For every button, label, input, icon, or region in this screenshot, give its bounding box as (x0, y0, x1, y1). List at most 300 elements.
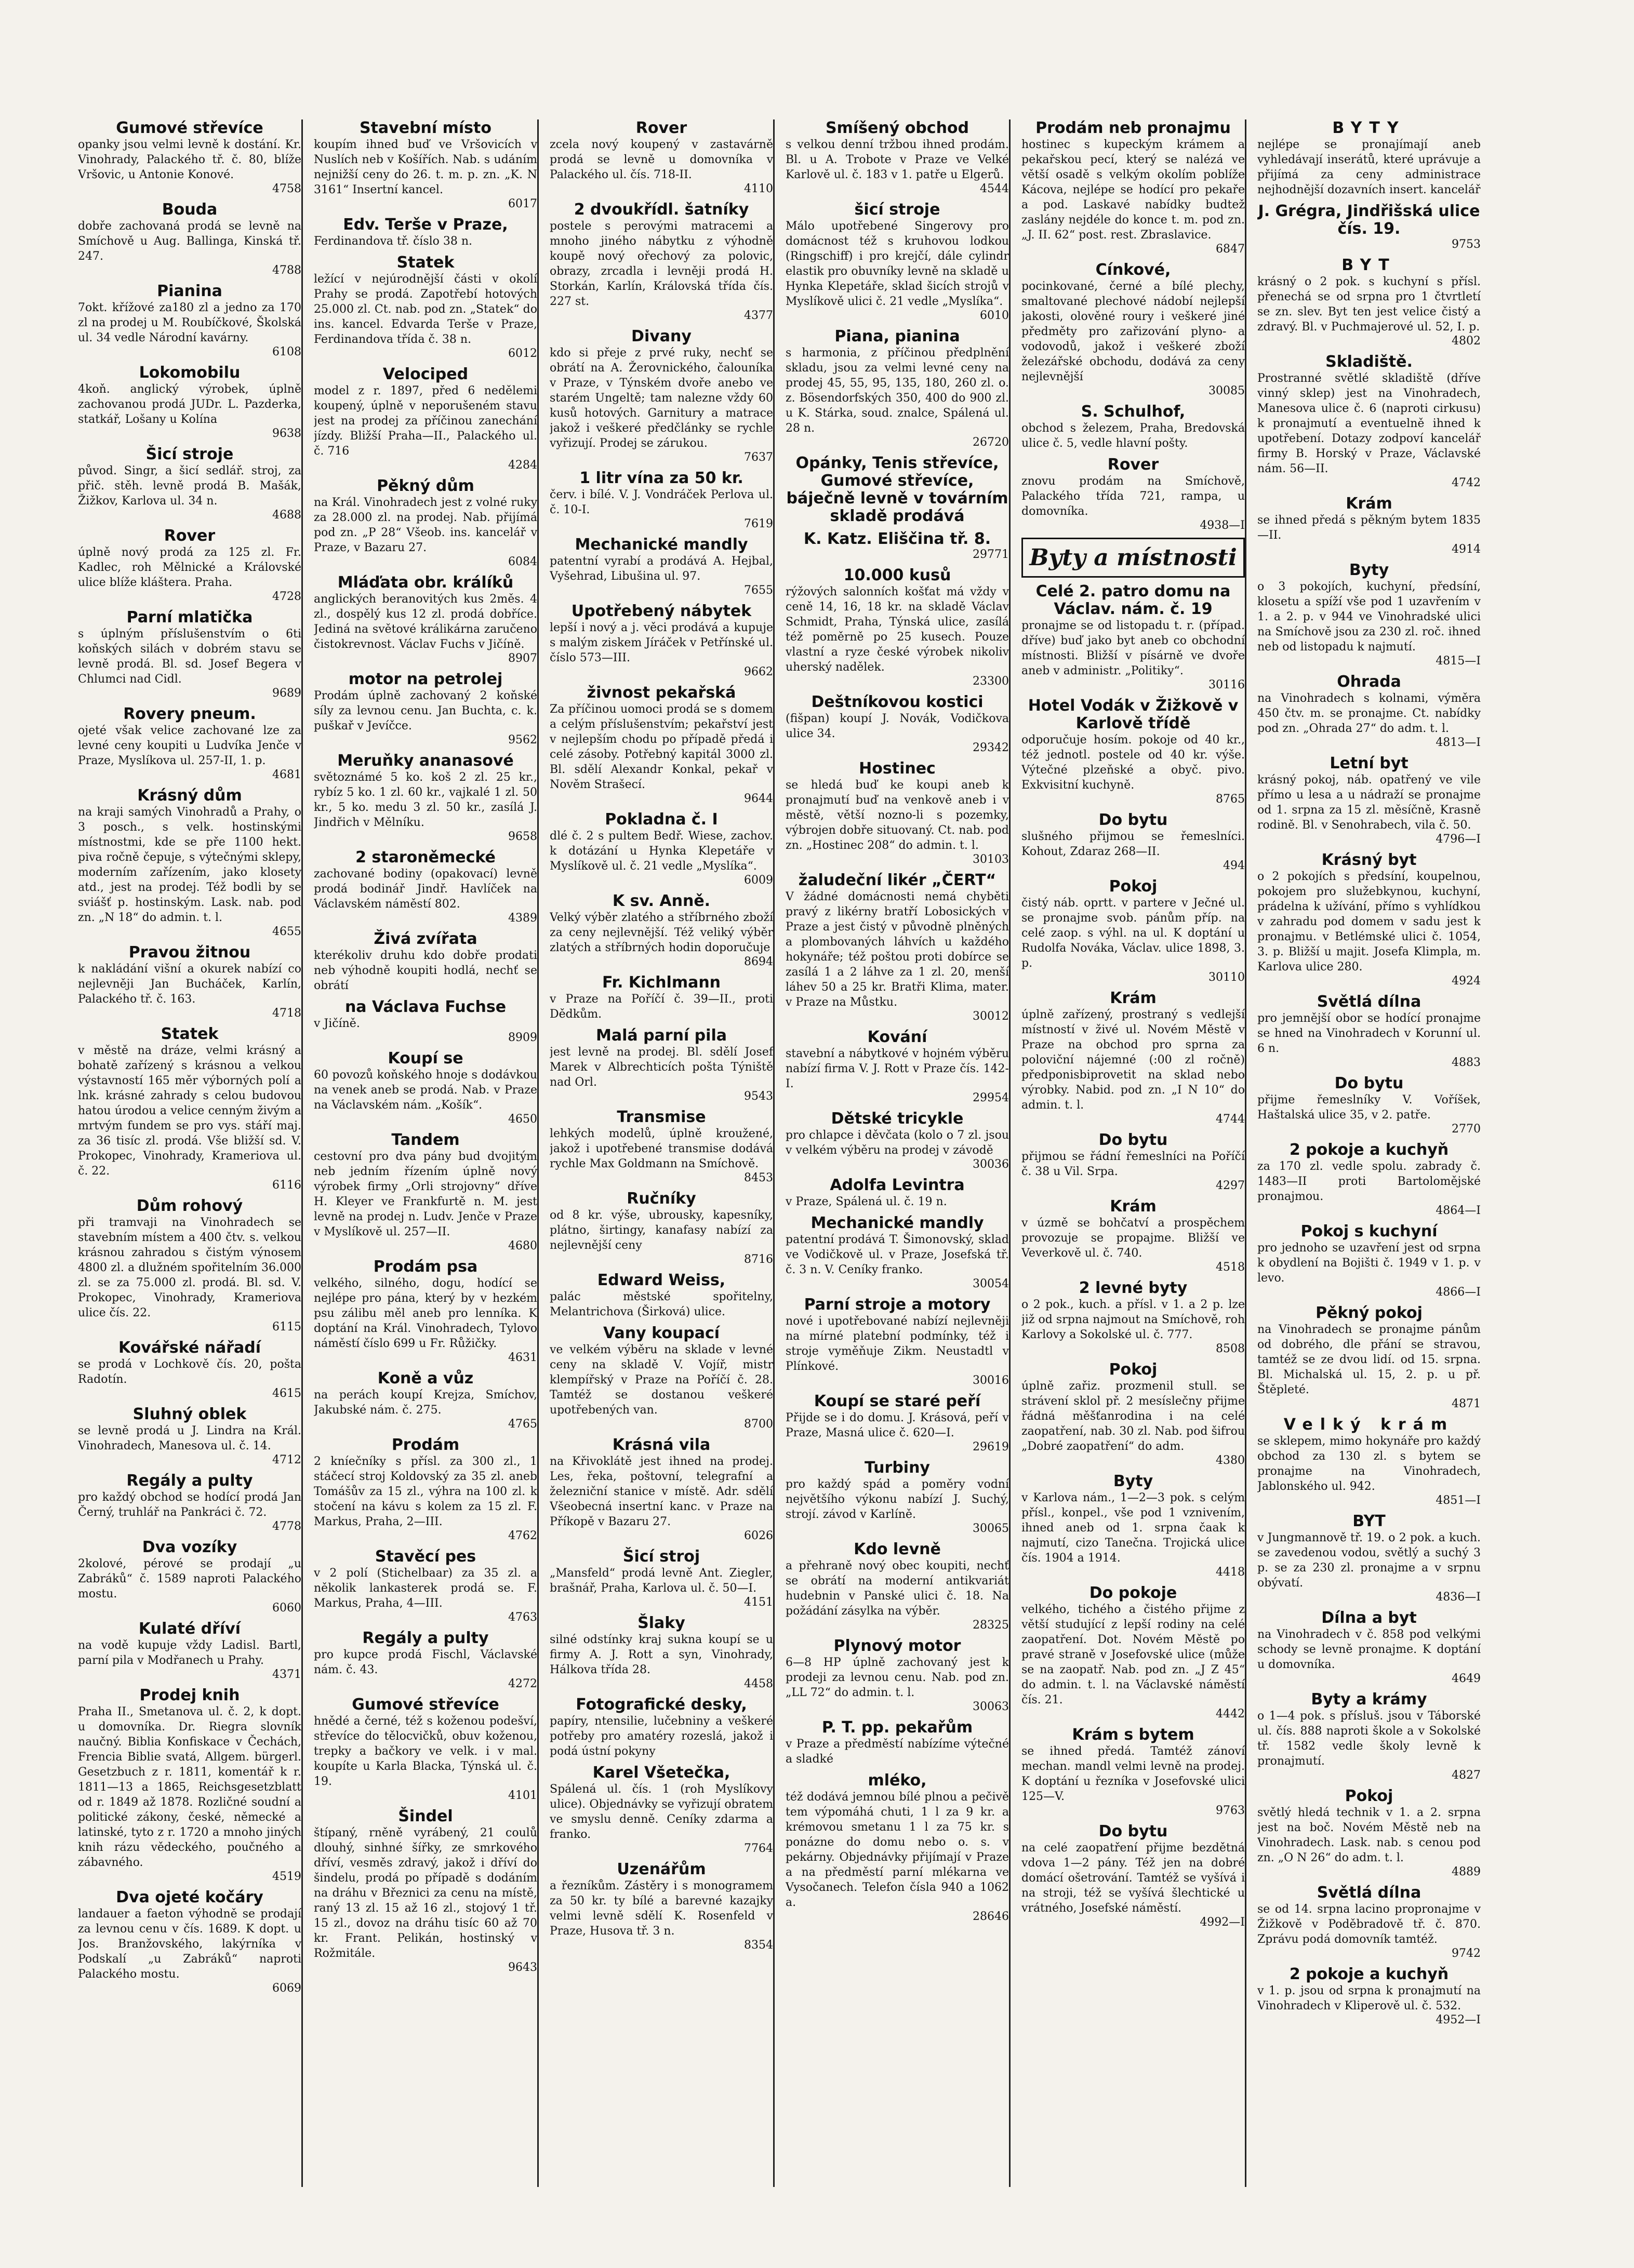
ad-title: Ohrada (1337, 673, 1401, 691)
ad-number: 4377 (744, 309, 773, 322)
ad-number: 30054 (973, 1277, 1009, 1290)
ad-number: 4418 (1216, 1566, 1245, 1579)
ad-title: Turbiny (865, 1459, 930, 1477)
ad-title: Stavební místo (359, 119, 491, 137)
ad-text: též dodává jemnou bílé plnou a pečivě tem výpomáhá chuti, 1 l za 9 kr. a krémovou smetanu 1 l za 75 kr. s ponázne do domu nebo o. s. v pekárny. Objednávky přijímají v Praze a na předměstí parní mlékarna ve Vysočanech. Telefon čísla 940 a 1062 a. (786, 1791, 1009, 1909)
ad-text: zcela nový koupený v zastavárně prodá se levně u domovníka v Palackého ul. čís. 718-II. (550, 138, 773, 181)
classified-ad (550, 1764, 773, 1856)
classified-ad (786, 1110, 1009, 1171)
ad-title: Divany (631, 327, 692, 345)
ad-text: kterékoliv druhu kdo dobře prodati neb výhodně koupiti hodlá, nechť se obrátí (314, 949, 537, 992)
classified-ad (786, 1541, 1009, 1632)
ad-title: 1 litr vína za 50 kr. (579, 469, 743, 487)
ad-title: Hotel Vodák v Žižkově v Karlově třídě (1028, 697, 1239, 732)
ad-text: v Jičíně. (314, 1017, 360, 1030)
ad-title: 2 dvoukřídl. šatníky (574, 201, 749, 219)
ad-number: 4796—I (1436, 833, 1481, 846)
ad-title: Byty (1349, 561, 1389, 579)
ad-text: znovu prodám na Smíchově, Palackého třída 721, rampa, u domovníka. (1021, 475, 1245, 518)
ad-number: 4518 (1216, 1261, 1245, 1274)
ad-title: Rovery pneum. (123, 705, 256, 723)
ad-text: „Mansfeld“ prodá levně Ant. Ziegler, brašnář, Praha, Karlova ul. č. 50—I. (550, 1567, 773, 1595)
classified-ad (550, 536, 773, 597)
ad-title: Pokoj (1345, 1787, 1393, 1805)
ad-title: Uzenářům (617, 1860, 706, 1878)
ad-title: Krásný byt (1321, 851, 1417, 869)
classified-ad (314, 1370, 537, 1431)
ad-text: pocinkované, černé a bílé plechy, smaltované plechové nádobí nejlepší jakosti, olověné roury i veškeré jiné předměty pro zařizování plyno- a vodovodů, jakož i veškeré zboží železářské obchodu, dodává za ceny nejlevnější (1021, 280, 1245, 383)
ad-title: Prodám (391, 1436, 460, 1454)
ad-text: patentní prodává T. Šimonovský, sklad ve Vodičkově ul. v Praze, Josefská tř. č. 3 n. V. Ceníky franko. (786, 1233, 1009, 1276)
ad-number: 30065 (973, 1522, 1009, 1535)
ad-title: 2 staroněmecké (355, 848, 496, 866)
ad-text: velkého, tichého a čistého přijme z větší studující z lepší rodiny na celé zaopatření. Dot. Novém Městě po pravé straně v Josefovské ulice (může se na zaopatř. Nab. pod zn. „J Z 45“ do admin. t. l. na Václavské náměstí čís. 21. (1021, 1603, 1245, 1706)
ad-title: Krám (1346, 495, 1392, 513)
classified-ad (550, 1548, 773, 1609)
ad-text: na kraji samých Vinohradů a Prahy, o 3 posch., s velk. hostinskými místnostmi, kde se pře 1100 hekt. piva ročně čepuje, s výtečnými sklepy, moderním zařízením, jako klosety atd., jest na prodej. Též bodli by se sviášť p. hostinským. Lask. nab. pod zn. „N 18“ do admin. t. l. (78, 806, 301, 924)
classified-ad (786, 201, 1009, 323)
classified-ad (786, 530, 1009, 562)
ad-title: Do bytu (1098, 811, 1168, 829)
ad-title: Pěkný dům (377, 477, 474, 495)
ad-text: k nakládání višní a okurek nabízí co nejlevněji Jan Bucháček, Karlín, Palackého tř. č. 163. (78, 963, 301, 1006)
classified-ad (314, 849, 537, 925)
ad-text: s velkou denní tržbou ihned prodám. Bl. u A. Trobote v Praze ve Velké Karlově ul. č. 183 v 1. patře u Elgerů. (786, 138, 1009, 181)
ad-title: Cínkové, (1095, 261, 1171, 279)
ad-title: Fotografické desky, (576, 1696, 747, 1714)
classified-ad (1021, 990, 1245, 1126)
ad-number: 29954 (973, 1091, 1009, 1104)
ad-text: 2kolové, pérové se prodají „u Zabráků“ č. 1589 naproti Palackého mostu. (78, 1557, 301, 1600)
classified-ad (78, 1539, 301, 1615)
classified-ad (550, 1861, 773, 1952)
ad-title: Pianina (157, 282, 222, 300)
ad-text: o 1—4 pok. s přísluš. jsou v Táborské ul. čís. 888 naproti škole a v Sokolské tř. 1582 vedle školy levně k pronajmutí. (1257, 1710, 1481, 1768)
ad-title: Dva ojeté kočáry (116, 1888, 263, 1906)
ad-title: Do pokoje (1089, 1584, 1177, 1602)
newspaper-page (78, 119, 1481, 2187)
ad-number: 4762 (508, 1529, 537, 1542)
classified-ad (1021, 878, 1245, 984)
ad-title: Dílna a byt (1321, 1609, 1417, 1627)
ad-title: BYT (1352, 1512, 1386, 1530)
ad-number: 4649 (1452, 1672, 1481, 1685)
ad-number: 29342 (973, 741, 1009, 754)
classified-ad (786, 1393, 1009, 1454)
ad-number: 6847 (1216, 243, 1245, 256)
ad-number: 8508 (1216, 1342, 1245, 1355)
ad-text: cestovní pro dva pány bud dvojitým neb jedním řízením úplně nový výrobek firmy „Orli strojovny“ dříve H. Kleyer ve Frankfurtě n. M. jest levně na prodej n. Ludv. Jenče v Praze v Myslíkově ul. 257—II. (314, 1150, 537, 1238)
ad-number: 494 (1223, 859, 1245, 872)
ad-number: 4866—I (1436, 1286, 1481, 1299)
ad-text: se prodá v Lochkově čís. 20, pošta Radotín. (78, 1358, 301, 1386)
ad-text: pro kupce prodá Fischl, Václavské nám. č. 43. (314, 1648, 537, 1676)
ad-text: s úplným příslušenstvím o 6ti koňských silách v dobrém stavu se levně prodá. Bl. sd. Josef Begera v Chlumci nad Cidl. (78, 628, 301, 686)
ad-text: se ihned předá s pěkným bytem 1835—II. (1257, 514, 1481, 542)
ad-title: Tandem (391, 1131, 460, 1149)
ad-title: Pěkný pokoj (1316, 1304, 1423, 1322)
ad-title: Koupí se (388, 1049, 463, 1068)
classified-ad (1257, 562, 1481, 668)
classified-ad (786, 567, 1009, 688)
ad-title: Kulaté dříví (138, 1620, 241, 1638)
ad-text: Velký výběr zlatého a stříbrného zboží za ceny nejlevnější. Též veliký výběr zlatých a stříbrných hodin doporučuje (550, 911, 773, 954)
ad-number: 28325 (973, 1619, 1009, 1632)
ad-text: V žádné domácnosti nemá chyběti pravý z likérny bratří Lobosických v Praze a jest čistý v původně plněných a plombovaných láhvích u každého hokynáře; též poštou proti dobírce se zasílá 1 a 2 láhve za 1 zl. 20, menší láhev 50 a 25 kr. Bratři Klima, mater. v Praze na Můstku. (786, 890, 1009, 1009)
classified-ad (550, 201, 773, 323)
ad-title: 2 pokoje a kuchyň (1289, 1141, 1449, 1159)
ad-number: 30103 (973, 853, 1009, 866)
classified-ad (1257, 1141, 1481, 1218)
classified-ad (314, 1808, 537, 1975)
classified-ad (550, 892, 773, 969)
ad-title: Pokladna č. I (605, 810, 718, 829)
classified-ad (786, 693, 1009, 755)
ad-number: 4744 (1216, 1113, 1245, 1126)
ad-number: 2770 (1452, 1123, 1481, 1136)
ad-text: červ. i bílé. V. J. Vondráček Perlova ul. č. 10-I. (550, 488, 773, 516)
ad-number: 9689 (272, 687, 301, 700)
ad-number: 9658 (508, 830, 537, 843)
ad-number: 30036 (973, 1158, 1009, 1171)
ad-title: K sv. Anně. (612, 892, 711, 910)
ad-title: Kovářské nářadí (118, 1339, 261, 1357)
ad-title: Byty (1113, 1472, 1153, 1490)
ad-text: se od 14. srpna lacino propronajme v Žižkově v Poděbradově tř. č. 870. Zprávu podá domovník tamtéž. (1257, 1903, 1481, 1946)
ad-column-2 (314, 119, 539, 2187)
ad-number: 4544 (980, 182, 1009, 195)
ad-title: Do bytu (1098, 1822, 1168, 1840)
classified-ad (550, 811, 773, 887)
classified-ad (314, 1436, 537, 1543)
ad-text: Spálená ul. čís. 1 (roh Myslíkovy ulice). Objednávky se vyřizují obratem ve smyslu denně. Ceníky zdarma a franko. (550, 1783, 773, 1841)
ad-number: 30116 (1208, 678, 1245, 691)
ad-text: původ. Singr, a šicí sedlář. stroj, za přič. stěh. levně prodá B. Mašák, Žižkov, Karlova ul. 34 n. (78, 464, 301, 508)
ad-text: s harmonia, z příčinou předplnění skladu, jsou za velmi levné ceny na prodej 45, 55, 95, 135, 180, 260 zl. o. z. Bösendorfských 350, 400 do 900 zl. u K. Stárka, soud. znalce, Spálená ul. 28 n. (786, 346, 1009, 435)
ad-title: Lokomobilu (139, 364, 241, 382)
ad-title: Mechanické mandly (811, 1214, 984, 1232)
classified-ad (314, 574, 537, 665)
ad-number: 4788 (272, 264, 301, 277)
classified-ad (786, 1177, 1009, 1209)
ad-number: 4519 (272, 1870, 301, 1883)
classified-ad (314, 1548, 537, 1624)
ad-text: pro každý spád a poměry vodní největšího výkonu nabízí J. Suchý, strojí. závod v Karlíně. (786, 1478, 1009, 1521)
ad-number: 4681 (272, 768, 301, 781)
ad-title: Prodám neb pronajmu (1035, 119, 1231, 137)
ad-number: 4650 (508, 1113, 537, 1126)
ad-text: krásný pokoj, náb. opatřený ve vile přímo u lesa a u nádraží se pronajme od 1. srpna za 15 zl. měsíčně, Krasně rodině. Bl. v Senohrabech, vila č. 50. (1257, 773, 1481, 832)
ad-number: 9763 (1216, 1804, 1245, 1817)
classified-ad (314, 216, 537, 249)
ad-number: 4813—I (1436, 736, 1481, 749)
ad-text: kdo si přeje z prvé ruky, nechť se obrátí na A. Žerovnického, čalouníka v Praze, v Týnském dvoře anebo ve starém Ungeltě; tam nalezne vždy 60 kusů hotových. Garnitury a matrace jakož i veškeré předčlánky se rychle vyřizují. Prodej se zárukou. (550, 346, 773, 450)
ad-title: Pokoj (1109, 1360, 1158, 1379)
ad-number: 4718 (272, 1007, 301, 1020)
ad-text: nové i upotřebované nabízí nejlevněji na mírné platební podmínky, též i stroje vyměňuje Zikm. Neustadtl v Plínkové. (786, 1315, 1009, 1373)
classified-ad (1021, 119, 1245, 256)
ad-number: 6060 (272, 1602, 301, 1615)
ad-title: Hostinec (859, 759, 936, 778)
classified-ad (1257, 1691, 1481, 1782)
ad-number: 4765 (508, 1418, 537, 1431)
classified-ad (314, 998, 537, 1045)
ad-title: Edward Weiss, (597, 1271, 726, 1289)
ad-title: Světlá dílna (1317, 1884, 1422, 1902)
ad-title: Koně a vůz (377, 1369, 474, 1388)
classified-ad (1021, 1131, 1245, 1193)
classified-ad (786, 1029, 1009, 1105)
ad-text: na Vinohradech v č. 858 pod velkými schody se levně pronajme. K doptání u domovníka. (1257, 1628, 1481, 1671)
ad-text: se sklepem, mimo hokynáře pro každý obchod za 130 zl. s bytem se pronajme na Vinohradech, Jablonského ul. 942. (1257, 1435, 1481, 1493)
ad-number: 8909 (508, 1031, 537, 1044)
classified-ad (786, 1215, 1009, 1291)
ad-number: 4284 (508, 459, 537, 472)
classified-ad (314, 1258, 537, 1365)
ad-number: 9753 (1452, 238, 1481, 251)
ad-title: Krám (1110, 1197, 1157, 1216)
ad-title: živnost pekařská (587, 684, 736, 702)
ad-text: stavební a nábytkové v hojném výběru nabízí firma V. J. Rott v Praze čís. 142-I. (786, 1047, 1009, 1090)
ad-title: Letní byt (1330, 754, 1409, 772)
classified-ad (786, 1637, 1009, 1714)
classified-ad (78, 1406, 301, 1467)
section-header-housing: Byty a místnosti (1021, 538, 1245, 578)
ad-number: 30110 (1208, 971, 1245, 984)
ad-title: Dům rohový (136, 1197, 243, 1215)
classified-ad (78, 1620, 301, 1682)
classified-ad (1257, 1513, 1481, 1604)
classified-ad (550, 1109, 773, 1185)
ad-number: 4938—I (1200, 519, 1245, 532)
ad-number: 4442 (1216, 1707, 1245, 1720)
classified-ad (1021, 697, 1245, 806)
classified-ad (78, 446, 301, 522)
ad-text: o 2 pok., kuch. a přísl. v 1. a 2 p. lze již od srpna najmout na Smíchově, roh Karlovy a Sokolské ul. č. 777. (1021, 1298, 1245, 1341)
classified-ad (1257, 851, 1481, 988)
ad-text: a přehraně nový obec koupiti, nechť se obrátí na moderní antikvariát hudebnin v Panské ulici č. 18. Na požádání zásylka na výběr. (786, 1559, 1009, 1618)
ad-text: Za příčinou uomoci prodá se s domem a celým příslušenstvím; pekařství jest v nejlepším chodu po případě předá i celé zásoby. Potřebný kapitál 3000 zl. Bl. sdělí Alexandr Konkal, pekař v Nověm Strašecí. (550, 703, 773, 791)
classified-ad (78, 201, 301, 277)
classified-ad (1021, 403, 1245, 451)
ad-number: 6012 (508, 347, 537, 360)
ad-text: model z r. 1897, před 6 nedělemi koupený, úplně v neporušeném stavu jest na prodej za příčinou zanechání jízdy. Bližší Praha—II., Palackého ul. č. 716 (314, 384, 537, 458)
ad-number: 4615 (272, 1387, 301, 1400)
ad-title: S. Schulhof, (1081, 403, 1186, 421)
classified-ad (1257, 1075, 1481, 1136)
ad-text: v Praze na Poříčí č. 39—II., proti Dědkům. (550, 993, 773, 1021)
ad-number: 8694 (744, 955, 773, 968)
classified-ad (78, 609, 301, 700)
classified-ad (314, 930, 537, 993)
ad-text: Prostranné světlé skladiště (dříve vinný sklep) jest na Vinohradech, Manesova ulice č. 6 (naproti cirkusu) k pronajmutí a eventuelně ihned k upotřebení. Dotazy zodpoví kancelář firmy B. Horský v Praze, Václavské nám. 56—II. (1257, 372, 1481, 475)
ad-number: 9562 (508, 733, 537, 746)
classified-ad (78, 787, 301, 939)
ad-text: 4koň. anglický výrobek, úplně zachovanou prodá JUDr. L. Pazderka, statkář, Lošany u Kolína (78, 383, 301, 426)
ad-number: 4836—I (1436, 1591, 1481, 1604)
classified-ad (1021, 1823, 1245, 1929)
ad-title: Sluhný oblek (132, 1405, 247, 1423)
ad-number: 4712 (272, 1453, 301, 1466)
ad-title: Bouda (162, 201, 218, 219)
ad-title: Stavěcí pes (375, 1547, 476, 1566)
classified-ad (1257, 1787, 1481, 1879)
ad-title: Do bytu (1334, 1074, 1404, 1092)
ad-title: Fr. Kichlmann (602, 973, 721, 992)
ad-text: pro jednoho se uzavření jest od srpna k obydlení na Bojišti č. 1949 v 1. p. v levo. (1257, 1242, 1481, 1285)
ad-title: Karel Všetečka, (592, 1764, 730, 1782)
ad-number: 30016 (973, 1374, 1009, 1387)
ad-number: 8700 (744, 1418, 773, 1431)
classified-ad (550, 1027, 773, 1103)
ad-title: Pravou žitnou (128, 943, 251, 962)
classified-ad (1257, 1223, 1481, 1299)
classified-ad (1021, 1473, 1245, 1579)
ad-text: 2 kníečníky s přísl. za 300 zl., 1 stáčecí stroj Koldovský za 35 zl. aneb Tomášův za 15 zl., výhra na 100 zl. k stočení na kávu s kolem za 15 zl. F. Markus, Praha, 2—III. (314, 1455, 537, 1528)
ad-number: 4924 (1452, 975, 1481, 988)
ad-number: 6108 (272, 345, 301, 358)
ad-title: Byty a krámy (1311, 1690, 1427, 1709)
ad-column-1 (78, 119, 303, 2187)
ad-text: obchod s železem, Praha, Bredovská ulice č. 5, vedle hlavní pošty. (1021, 422, 1245, 450)
ad-title: Šlaky (637, 1614, 685, 1632)
ad-text: krásný o 2 pok. s kuchyní s přísl. přenechá se od srpna pro 1 čtvrtletí se zn. slev. Byt ten jest velice čistý a zdravý. Bl. v Puchmajerové ul. 52, I. p. (1257, 275, 1481, 333)
classified-ad (314, 1630, 537, 1691)
ad-text: Přijde se i do domu. J. Krásová, peří v Praze, Masná ulice č. 620—I. (786, 1411, 1009, 1439)
ad-text: odporučuje hosím. pokoje od 40 kr., též jednotl. postele od 40 kr. výše. Výtečné plzeňské a obyč. pivo. Exkvisitní kuchyně. (1021, 733, 1245, 792)
ad-number: 4389 (508, 912, 537, 925)
ad-title: Celé 2. patro domu na Václav. nám. č. 19 (1035, 582, 1231, 618)
ad-text: na Vinohradech s kolnami, výměra 450 čtv. m. se pronajme. Ct. nabídky pod zn. „Ohrada 27“ do adm. t. l. (1257, 692, 1481, 735)
ad-text: v Praze, Spálená ul. č. 19 n. (786, 1195, 947, 1208)
ad-title: žaludeční likér „ČERT“ (798, 871, 997, 889)
classified-ad (550, 470, 773, 531)
ad-title: Rover (635, 119, 687, 137)
ad-number: 4815—I (1436, 655, 1481, 668)
ad-number: 7637 (744, 451, 773, 464)
ad-title: Skladiště. (1325, 353, 1413, 371)
ad-number: 8716 (744, 1253, 773, 1266)
ad-title: Prodej knih (139, 1686, 240, 1704)
ad-title: Opánky, Tenis střevíce, Gumové střevíce, báječně levně v továrním skladě prodává (786, 454, 1008, 525)
ad-text: opanky jsou velmi levně k dostání. Kr. Vinohrady, Palackého tř. č. 80, blíže Vršovic, u Antonie Konové. (78, 138, 301, 181)
classified-ad (786, 1459, 1009, 1536)
classified-ad (78, 1889, 301, 1995)
ad-text: za 170 zl. vedle spolu. zabrady č. 1483—II proti Bartolomějské pronajmou. (1257, 1160, 1481, 1203)
ad-number: 9742 (1452, 1947, 1481, 1960)
ad-number: 4827 (1452, 1769, 1481, 1782)
ad-title: Deštníkovou kostici (811, 693, 984, 711)
classified-ad (550, 1190, 773, 1266)
ad-title: Gumové střevíce (116, 119, 263, 137)
ad-title: Adolfa Levintra (830, 1176, 965, 1194)
ad-title: 2 pokoje a kuchyň (1289, 1965, 1449, 1983)
classified-ad (550, 328, 773, 464)
ad-number: 4952—I (1436, 2013, 1481, 2026)
ad-number: 6069 (272, 1982, 301, 1995)
ad-title: Piana, pianina (834, 327, 960, 345)
classified-ad (786, 328, 1009, 449)
classified-ad (1257, 1884, 1481, 1960)
ad-text: rýžových salonních košťat má vždy v ceně 14, 16, 18 kr. na skladě Václav Schmidt, Praha, Týnská ulice, zasílá též poměrně po 25 kusech. Pouze vlastní a ryze české výrobek nikoliv uherský nadělek. (786, 585, 1009, 674)
classified-ad (786, 1296, 1009, 1388)
ad-number: 4883 (1452, 1056, 1481, 1069)
ad-text: hnědé a černé, též s koženou podešví, střevíce do tělocvičků, obuv koženou, trepky a bačkory ve velk. i v mal. koupíte u Karla Blacka, Týnská ul. č. 19. (314, 1715, 537, 1788)
ad-title: J. Grégra, Jindřišská ulice čís. 19. (1258, 202, 1480, 238)
ad-text: v úzmě se bohčatví a prospěchem provozuje se propajme. Bližší ve Veverkově ul. č. 740. (1021, 1217, 1245, 1260)
ad-text: landauer a faeton výhodně se prodají za levnou cenu v čís. 1689. K dopt. u Jos. Branžovského, lakýrníka v Podskalí „u Zabráků“ naproti Palackého mostu. (78, 1907, 301, 1981)
classified-ad (1021, 1584, 1245, 1721)
ad-title: Plynový motor (833, 1637, 961, 1655)
ad-title: BYTY (1332, 119, 1406, 137)
ad-title: Krám (1110, 989, 1157, 1007)
ad-title: Parní stroje a motory (804, 1296, 991, 1314)
ad-number: 4763 (508, 1611, 537, 1624)
classified-ad (1021, 456, 1245, 532)
ad-title: Mláďata obr. králíků (337, 573, 514, 592)
classified-ad (550, 684, 773, 806)
ad-number: 30063 (973, 1700, 1009, 1713)
ad-number: 8354 (744, 1939, 773, 1952)
ad-number: 9644 (744, 792, 773, 805)
ad-text: a řezníkům. Zástěry i s monogramem za 50 kr. ty bílé a barevné kazajky velmi levně sdělí K. Rosenfeld v Praze, Husova tř. 3 n. (550, 1879, 773, 1938)
ad-title: Světlá dílna (1317, 993, 1422, 1011)
ad-column-5 (1021, 119, 1246, 2187)
ad-number: 4631 (508, 1351, 537, 1364)
ad-number: 4742 (1452, 476, 1481, 489)
classified-ad (786, 760, 1009, 866)
ad-text: při tramvaji na Vinohradech se stavebním místem a 400 čtv. s. velkou krásnou zahradou s čistým výnosem 4800 zl. a dlužném spořitelním 36.000 zl. se za 75.000 zl. prodá. Bl. sd. V. Prokopec, Vinohrady, Krameriova ulice čís. 22. (78, 1216, 301, 1319)
ad-text: na perách koupí Krejza, Smíchov, Jakubské nám. č. 275. (314, 1389, 537, 1417)
ad-title: Parní mlatička (126, 608, 253, 626)
ad-number: 9662 (744, 665, 773, 678)
classified-ad (78, 1025, 301, 1192)
ad-title: Upotřebený nábytek (571, 602, 752, 620)
ad-text: ve velkém výběru na sklade v levné ceny na skladě V. Vojíř, mistr klempířský v Praze na Poříčí č. 28. Tamtéž se dostanou veškeré upotřebených van. (550, 1343, 773, 1417)
classified-ad (550, 1615, 773, 1691)
classified-ad (78, 1687, 301, 1884)
ad-title: Smíšený obchod (825, 119, 969, 137)
classified-ad (1257, 1416, 1481, 1507)
ad-column-6 (1257, 119, 1481, 2187)
classified-ad (78, 283, 301, 359)
ad-number: 6084 (508, 555, 537, 568)
ad-title: Meruňky ananasové (337, 752, 514, 770)
ad-number: 8907 (508, 652, 537, 665)
ad-title: mléko, (868, 1771, 927, 1790)
ad-text: světlý hledá technik v 1. a 2. srpna jest na boč. Novém Městě neb na Vinohradech. Lask. nab. s cenou pod zn. „O N 26“ do adm. t. l. (1257, 1806, 1481, 1864)
ad-text: 60 povozů koňského hnoje s dodávkou na venek aneb se prodá. Nab. v Praze na Václavském nám. „Košík“. (314, 1069, 537, 1112)
ad-number: 4380 (1216, 1454, 1245, 1467)
classified-ad (314, 671, 537, 747)
ad-number: 8765 (1216, 793, 1245, 806)
ad-number: 4778 (272, 1520, 301, 1533)
ad-number: 9638 (272, 427, 301, 440)
ad-number: 4655 (272, 925, 301, 938)
ad-text: se ihned předá. Tamtéž zánoví mechan. mandl velmi levně na prodej. K doptání u řezníka v Josefovské ulici 125—V. (1021, 1745, 1245, 1803)
ad-title: Mechanické mandly (575, 536, 748, 554)
ad-title: Rover (164, 527, 216, 545)
ad-text: pronajme se od listopadu t. r. (případ. dříve) buď jako byt aneb co obchodní místnosti. Bližší v písárně ve dvoře aneb v administr. „Politiky“. (1021, 619, 1245, 677)
ad-number: 4680 (508, 1239, 537, 1252)
classified-ad (314, 1131, 537, 1253)
classified-ad (1257, 1966, 1481, 2027)
ad-title: Krám s bytem (1072, 1726, 1194, 1744)
ad-number: 6115 (272, 1320, 301, 1333)
ad-text: na celé zaopatření přijme bezdětná vdova 1—2 pány. Též jen na dobré domácí ošetrování. Tamtéž se vyšívá i na stroji, též se vyšívá šlechtické u vrátného, Josefské náměstí. (1021, 1842, 1245, 1915)
classified-ad (314, 752, 537, 844)
ad-text: na Křivoklátě jest ihned na prodej. Les, řeka, poštovní, telegrafní a železniční stanice v místě. Adr. sdělí Všeobecná insertní kanc. v Praze na Příkopě v Bazaru 27. (550, 1455, 773, 1528)
